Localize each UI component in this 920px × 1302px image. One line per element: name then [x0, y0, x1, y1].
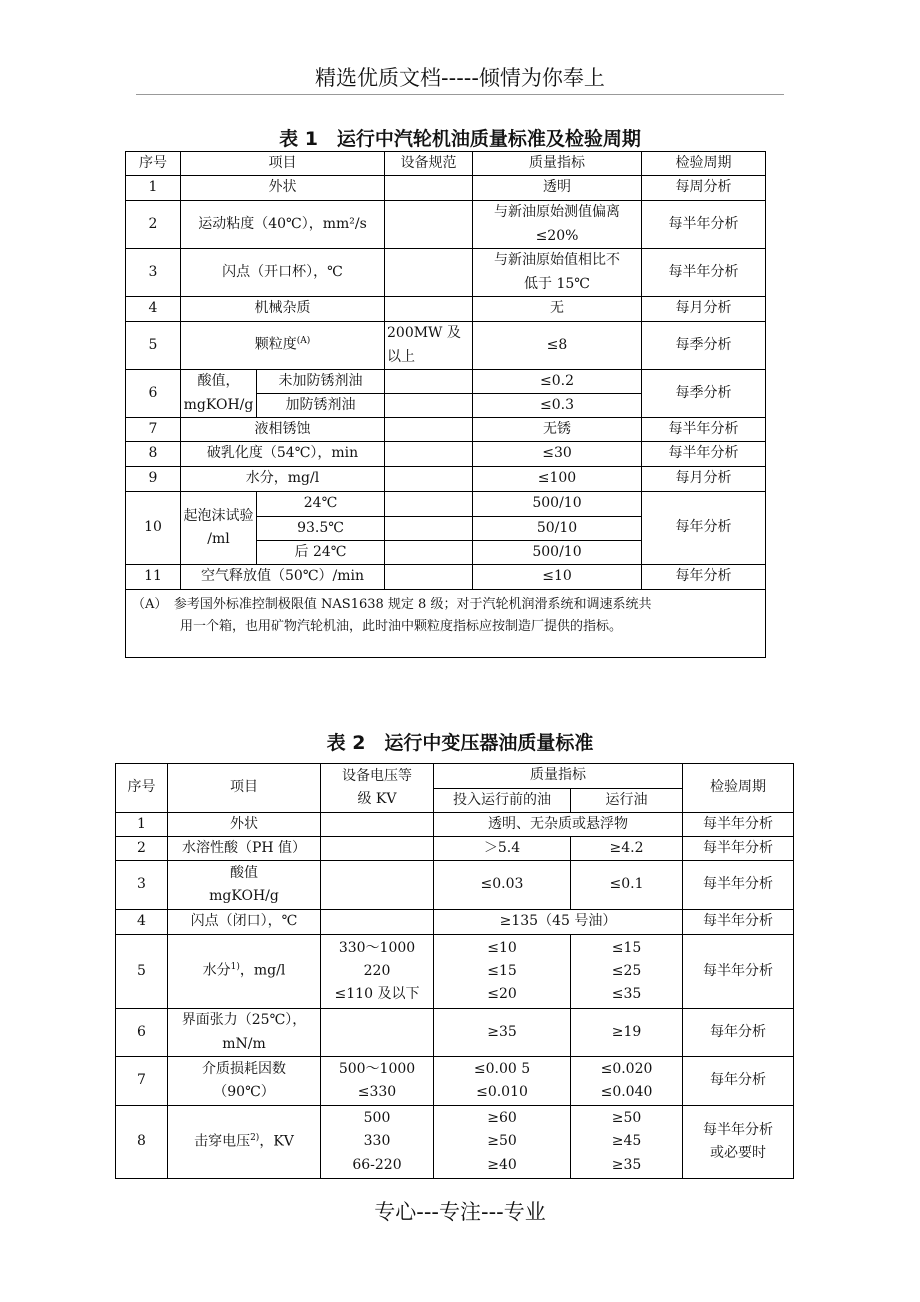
row-subitem: 未加防锈剂油 [257, 370, 385, 394]
row-no: 1 [116, 813, 168, 837]
row-spec [385, 249, 473, 297]
item-line: /ml [207, 531, 230, 547]
row-quality: 无 [473, 297, 642, 322]
row-item [168, 1106, 321, 1179]
table-header-row [116, 764, 794, 789]
table-header-row [126, 152, 766, 176]
row-spec [385, 541, 473, 565]
row-item: 外状 [168, 813, 321, 837]
table-row [126, 322, 766, 370]
table-row [126, 176, 766, 201]
row-spec [385, 517, 473, 541]
table-note [126, 590, 766, 658]
row-no: 7 [116, 1057, 168, 1106]
voltage-line: 220 [363, 962, 391, 979]
row-spec [385, 442, 473, 467]
row-before [434, 935, 571, 1009]
row-quality: 50/10 [473, 517, 642, 541]
row-running: ≤0.1 [571, 861, 683, 910]
row-voltage [321, 1009, 434, 1057]
spec-line: 200MW 及 [387, 325, 461, 342]
table-row [116, 1057, 794, 1106]
row-quality [473, 201, 642, 249]
row-spec [385, 322, 473, 370]
voltage-line: 500～1000 [338, 1060, 416, 1077]
value-line: ≤0.020 [600, 1060, 653, 1077]
row-period: 每月分析 [642, 467, 766, 492]
row-voltage [321, 813, 434, 837]
row-period: 每月分析 [642, 297, 766, 322]
value-line: ≤15 [487, 962, 517, 979]
row-item [181, 370, 257, 418]
row-period: 每年分析 [642, 565, 766, 590]
row-before [434, 1106, 571, 1179]
value-line: ≥60 [487, 1110, 517, 1127]
table-row [126, 492, 766, 517]
table-row [116, 837, 794, 861]
row-no: 1 [126, 176, 181, 201]
row-period: 每半年分析 [683, 837, 794, 861]
row-no: 6 [126, 370, 181, 418]
row-no: 3 [116, 861, 168, 910]
row-no: 4 [116, 910, 168, 935]
row-item: 水分，mg/l [181, 467, 385, 492]
row-spec [385, 297, 473, 322]
row-spec [385, 565, 473, 590]
row-voltage [321, 837, 434, 861]
table-row [126, 418, 766, 442]
item-line: 起泡沫试验 [183, 507, 254, 524]
row-subitem: 93.5℃ [257, 517, 385, 541]
row-voltage [321, 935, 434, 1009]
row-spec [385, 176, 473, 201]
row-spec [385, 418, 473, 442]
header-period: 检验周期 [683, 764, 794, 813]
table-row [116, 935, 794, 1009]
row-no: 11 [126, 565, 181, 590]
row-item [168, 935, 321, 1009]
transformer-oil-table [115, 763, 794, 1179]
row-quality: ≤8 [473, 322, 642, 370]
header-no: 序号 [116, 764, 168, 813]
row-voltage [321, 910, 434, 935]
row-subitem: 加防锈剂油 [257, 394, 385, 418]
row-item: 闪点（闭口），℃ [168, 910, 321, 935]
row-period: 每半年分析 [642, 418, 766, 442]
spec-line: 以上 [387, 348, 415, 365]
footnote-marker: 1) [230, 962, 240, 973]
page-footer: 专心---专注---专业 [374, 1200, 546, 1224]
row-running: ≥4.2 [571, 837, 683, 861]
table-row [126, 201, 766, 249]
row-item [181, 492, 257, 565]
row-voltage [321, 861, 434, 910]
row-running [571, 1106, 683, 1179]
voltage-line: ≤110 及以下 [334, 986, 420, 1003]
item-line: 界面张力（25℃）， [181, 1012, 307, 1029]
item-line: （90℃） [213, 1084, 275, 1100]
table-row [116, 910, 794, 935]
item-unit: ，KV [259, 1133, 294, 1150]
row-no: 6 [116, 1009, 168, 1057]
row-quality: ≤0.2 [473, 370, 642, 394]
row-before [434, 1057, 571, 1106]
table-note-row [126, 590, 766, 658]
voltage-line: 66-220 [352, 1156, 402, 1173]
row-no: 8 [126, 442, 181, 467]
header-item: 项目 [168, 764, 321, 813]
voltage-line: 330 [363, 1133, 391, 1150]
row-spec [385, 467, 473, 492]
row-running [571, 1057, 683, 1106]
row-quality: ≥135（45 号油） [434, 910, 683, 935]
row-spec [385, 370, 473, 394]
quality-line: ≤20% [535, 227, 579, 244]
row-no: 8 [116, 1106, 168, 1179]
row-no: 5 [116, 935, 168, 1009]
item-line: 介质损耗因数 [202, 1060, 286, 1077]
header-quality: 质量指标 [434, 764, 683, 789]
row-item: 水溶性酸（PH 值） [168, 837, 321, 861]
row-before: ＞5.4 [434, 837, 571, 861]
row-item: 机械杂质 [181, 297, 385, 322]
note-line: 用一个箱，也用矿物汽轮机油，此时油中颗粒度指标应按制造厂提供的指标。 [180, 619, 623, 635]
row-period: 每半年分析 [683, 861, 794, 910]
row-item [168, 1057, 321, 1106]
voltage-line: 500 [363, 1110, 391, 1127]
item-line: mgKOH/g [183, 396, 254, 413]
row-item: 外状 [181, 176, 385, 201]
voltage-line: ≤330 [357, 1084, 397, 1100]
row-period: 每年分析 [683, 1009, 794, 1057]
row-period: 每半年分析 [642, 249, 766, 297]
row-running: ≥19 [571, 1009, 683, 1057]
row-no: 10 [126, 492, 181, 565]
row-item: 液相锈蚀 [181, 418, 385, 442]
table2-title: 表 2 运行中变压器油质量标准 [326, 732, 594, 754]
table-row [126, 249, 766, 297]
row-no: 3 [126, 249, 181, 297]
header-line: 级 KV [357, 791, 397, 807]
value-line: ≥50 [487, 1133, 517, 1150]
header-quality: 质量指标 [473, 152, 642, 176]
header-before: 投入运行前的油 [434, 789, 571, 813]
period-line: 或必要时 [710, 1145, 766, 1161]
row-voltage [321, 1106, 434, 1179]
header-item: 项目 [181, 152, 385, 176]
row-item: 破乳化度（54℃），min [181, 442, 385, 467]
row-spec [385, 394, 473, 418]
row-period: 每周分析 [642, 176, 766, 201]
header-spec: 设备规范 [385, 152, 473, 176]
item-unit: ，mg/l [239, 963, 286, 980]
row-item [168, 1009, 321, 1057]
value-line: ≥45 [611, 1133, 642, 1150]
value-line: ≥50 [611, 1110, 642, 1127]
value-line: ≤0.00 5 [473, 1060, 531, 1077]
item-text: 颗粒度 [254, 337, 297, 354]
row-no: 7 [126, 418, 181, 442]
quality-line: 与新油原始值相比不 [494, 252, 620, 269]
row-spec [385, 201, 473, 249]
row-item [181, 322, 385, 370]
row-no: 2 [126, 201, 181, 249]
table-row [116, 1009, 794, 1057]
row-before: ≥35 [434, 1009, 571, 1057]
voltage-line: 330～1000 [338, 939, 416, 956]
header-line: 设备电压等 [342, 767, 412, 784]
header-period: 检验周期 [642, 152, 766, 176]
value-line: ≤0.040 [600, 1084, 653, 1100]
quality-line: 与新油原始测值偏离 [494, 204, 620, 221]
row-voltage [321, 1057, 434, 1106]
value-line: ≥40 [487, 1156, 517, 1173]
item-text: 击穿电压 [194, 1133, 251, 1150]
row-no: 4 [126, 297, 181, 322]
period-line: 每半年分析 [703, 1121, 773, 1138]
row-no: 2 [116, 837, 168, 861]
row-quality: ≤10 [473, 565, 642, 590]
row-period: 每季分析 [642, 322, 766, 370]
row-period: 每年分析 [642, 492, 766, 565]
row-period: 每半年分析 [642, 201, 766, 249]
row-period: 每季分析 [642, 370, 766, 418]
table-row [116, 861, 794, 910]
value-line: ≤15 [611, 939, 642, 956]
item-line: mgKOH/g [209, 888, 279, 904]
header-running: 运行油 [571, 789, 683, 813]
row-period [683, 1106, 794, 1179]
row-running [571, 935, 683, 1009]
row-quality: 500/10 [473, 492, 642, 517]
row-spec [385, 492, 473, 517]
row-item: 运动粘度（40℃），mm²/s [181, 201, 385, 249]
item-text: 水分 [202, 963, 231, 980]
row-period: 每年分析 [683, 1057, 794, 1106]
table1-title: 表 1 运行中汽轮机油质量标准及检验周期 [279, 128, 641, 150]
value-line: ≤20 [487, 986, 517, 1003]
table-row [116, 813, 794, 837]
row-period: 每半年分析 [683, 935, 794, 1009]
row-no: 9 [126, 467, 181, 492]
row-no: 5 [126, 322, 181, 370]
row-quality: 透明 [473, 176, 642, 201]
table-row [116, 1106, 794, 1179]
row-period: 每半年分析 [683, 910, 794, 935]
row-subitem: 24℃ [257, 492, 385, 517]
table-row [126, 565, 766, 590]
turbine-oil-table [125, 151, 766, 658]
table-row [126, 297, 766, 322]
table-row [126, 370, 766, 394]
page-header: 精选优质文档-----倾情为你奉上 [315, 66, 605, 90]
row-quality [473, 249, 642, 297]
item-line: 酸值， [197, 373, 240, 390]
row-period: 每半年分析 [683, 813, 794, 837]
header-rule [136, 94, 784, 95]
table-row [126, 442, 766, 467]
footnote-marker: (A) [296, 336, 311, 347]
item-line: 酸值 [230, 864, 258, 881]
value-line: ≤35 [611, 986, 642, 1003]
footnote-marker: 2) [250, 1132, 260, 1143]
item-line: mN/m [222, 1035, 266, 1052]
row-quality: ≤0.3 [473, 394, 642, 418]
table-row [126, 467, 766, 492]
row-quality: ≤100 [473, 467, 642, 492]
quality-line: 低于 15℃ [524, 275, 590, 292]
row-subitem: 后 24℃ [257, 541, 385, 565]
row-quality: 透明、无杂质或悬浮物 [434, 813, 683, 837]
value-line: ≤0.010 [476, 1084, 528, 1100]
header-no: 序号 [126, 152, 181, 176]
row-quality: 500/10 [473, 541, 642, 565]
row-quality: ≤30 [473, 442, 642, 467]
value-line: ≤10 [487, 939, 517, 956]
value-line: ≥35 [611, 1156, 642, 1173]
header-voltage [321, 764, 434, 813]
row-item: 空气释放值（50℃）/min [181, 565, 385, 590]
value-line: ≤25 [611, 962, 642, 979]
row-item [168, 861, 321, 910]
row-period: 每半年分析 [642, 442, 766, 467]
row-item: 闪点（开口杯），℃ [181, 249, 385, 297]
row-quality: 无锈 [473, 418, 642, 442]
row-before: ≤0.03 [434, 861, 571, 910]
note-line: （A） 参考国外标准控制极限值 NAS1638 规定 8 级；对于汽轮机润滑系统和调速系统共 [132, 597, 652, 612]
